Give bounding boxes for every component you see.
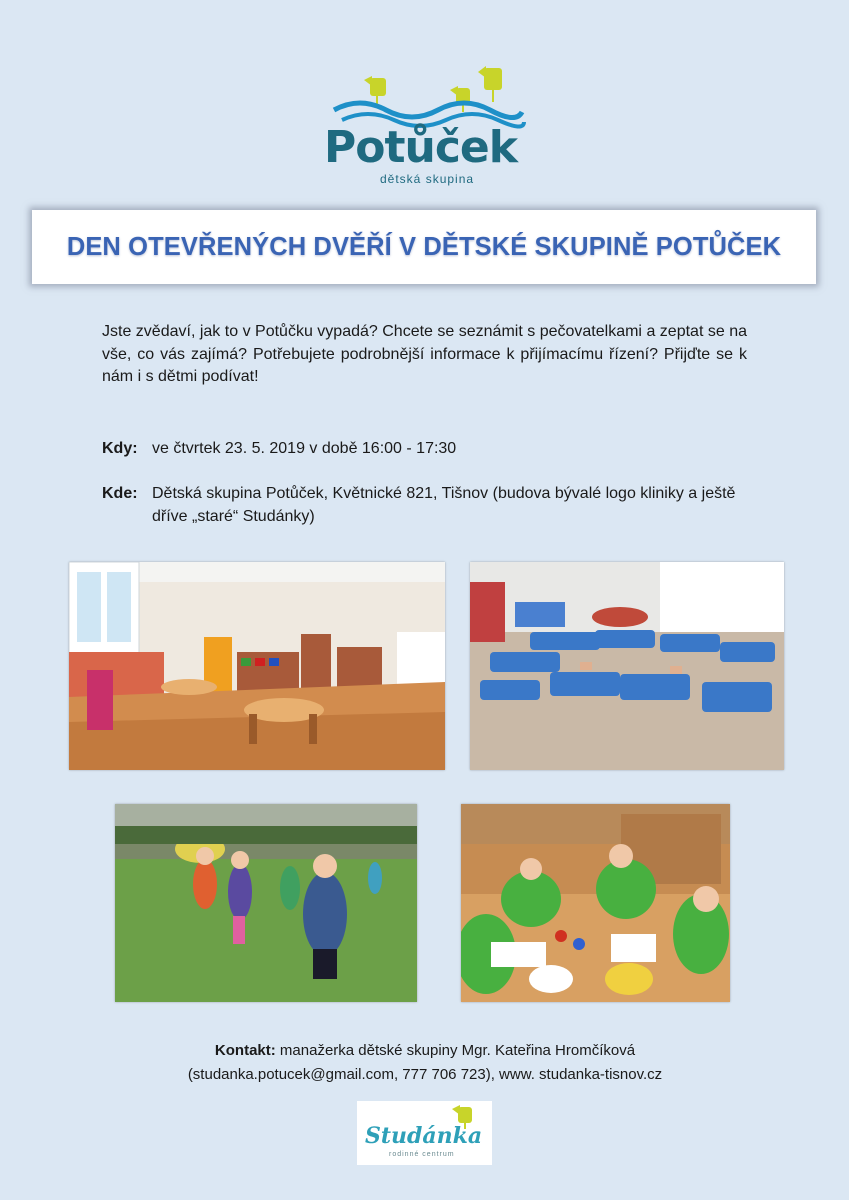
contact-block <box>120 1039 730 1087</box>
photo-classroom <box>69 562 445 770</box>
bottom-logo-name: Studánka <box>365 1123 483 1149</box>
contact-label: Kontakt: <box>214 1042 276 1059</box>
where-label: Kde: <box>102 485 138 502</box>
intro-paragraph <box>102 321 747 389</box>
photo-kids-playing <box>115 804 417 1002</box>
photo-kids-painting <box>461 804 730 1002</box>
where-value: Dětská skupina Potůček, Květnické 821, Tišnov (budova bývalé logo kliniky a ještě dříve „staré“ Studánky) <box>152 485 736 525</box>
when-value: ve čtvrtek 23. 5. 2019 v době 16:00 - 17:30 <box>152 440 457 457</box>
intro-text: Jste zvědaví, jak to v Potůčku vypadá? Chcete se seznámit s pečovatelkami a zeptat se na vše, co vás zajímá? Potřebujete podrobnější informace k přijímacímu řízení? Přijďte se k nám i s dětmi podívat! <box>102 323 747 385</box>
contact-person: manažerka dětské skupiny Mgr. Kateřina Hromčíková <box>279 1042 636 1059</box>
contact-line-2: (studanka.potucek@gmail.com, 777 706 723), www. studanka-tisnov.cz <box>187 1066 663 1083</box>
when-label: Kdy: <box>102 440 138 457</box>
bottom-logo-subtitle: rodinné centrum <box>389 1151 455 1158</box>
when-row <box>102 438 762 462</box>
studanka-logo <box>357 1101 492 1165</box>
potucek-logo <box>320 60 530 190</box>
title-box <box>32 210 816 284</box>
page-title: DEN OTEVŘENÝCH DVĚŘÍ V DĚTSKÉ SKUPINĚ POTŮČEK <box>66 232 782 261</box>
contact-line-1 <box>120 1039 730 1063</box>
logo-name: Potůček <box>324 122 518 173</box>
where-row <box>102 483 762 531</box>
photo-nap-room <box>470 562 784 770</box>
logo-subtitle: dětská skupina <box>380 172 475 186</box>
